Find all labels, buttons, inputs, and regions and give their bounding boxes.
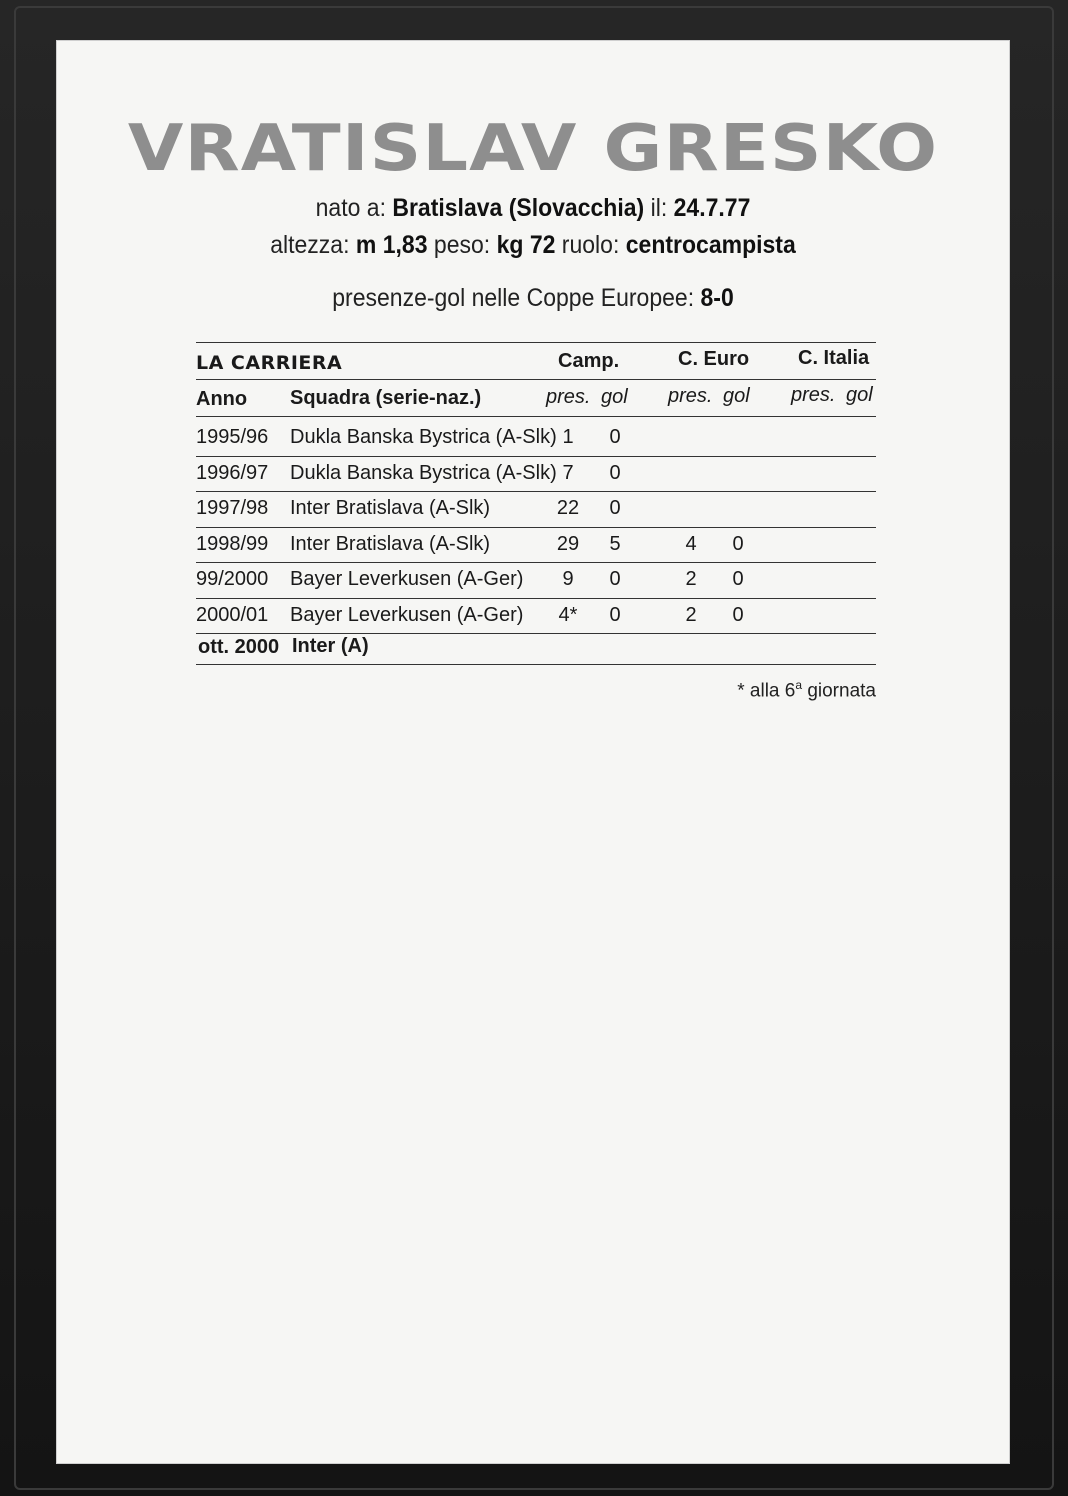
cell-euro-pres: 2 [685,603,697,626]
height-value: m 1,83 [355,231,428,259]
cell-camp-pres: 22 [556,497,580,519]
cell-anno: 1995/96 [196,426,269,448]
born-place: Bratislava (Slovacchia) [392,194,645,222]
cell-squadra: Inter Bratislava (A-Slk) [290,532,491,555]
row-divider [196,598,876,599]
group-camp: Camp. [558,350,620,372]
cell-anno: 1997/98 [196,497,269,519]
euro-cups-label: presenze-gol nelle Coppe Europee: [332,284,695,312]
footnote [737,678,876,702]
cell-camp-gol: 0 [609,461,621,484]
euro-cups-line [94,284,972,313]
col-euro-pres: pres. [668,385,713,407]
footnote-tail: giornata [802,680,876,702]
cell-camp-gol: 0 [609,603,621,626]
transfer-year: ott. 2000 [198,636,280,658]
player-name: VRATISLAV GRESKO [127,112,939,186]
weight-value: kg 72 [496,231,556,259]
col-camp-pres: pres. [546,386,591,408]
born-label: nato a: [315,194,386,222]
group-euro: C. Euro [678,348,750,370]
footnote-sup: a [795,678,803,692]
cell-camp-gol: 0 [609,497,621,519]
cell-euro-pres: 2 [685,568,697,590]
group-italia: C. Italia [798,347,870,369]
row-divider [196,491,876,492]
height-label: altezza: [270,231,350,259]
weight-label: peso: [433,231,491,259]
cell-anno: 99/2000 [196,568,269,590]
cell-camp-pres: 1 [562,426,574,448]
cell-euro-pres: 4 [685,532,697,555]
row-divider [196,456,876,457]
cell-squadra: Bayer Leverkusen (A-Ger) [290,568,524,590]
cell-camp-pres: 9 [562,568,574,590]
row-divider [196,633,876,634]
date-label: il: [650,194,668,222]
cell-anno: 1998/99 [196,532,269,555]
transfer-team: Inter (A) [292,635,369,657]
cell-camp-pres: 7 [562,461,574,484]
cell-camp-gol: 5 [609,532,621,555]
cell-squadra: Bayer Leverkusen (A-Ger) [290,603,524,626]
physical-line [94,231,972,260]
trading-card-back [56,40,1010,1464]
col-italia-pres: pres. [791,384,836,406]
cell-euro-gol: 0 [732,568,744,590]
cell-squadra: Dukla Banska Bystrica (A-Slk) [290,426,557,448]
cell-camp-gol: 0 [609,426,621,448]
row-divider [196,527,876,528]
cell-euro-gol: 0 [732,603,744,626]
row-divider [196,562,876,563]
col-camp-gol: gol [601,386,628,408]
cell-anno: 2000/01 [196,603,269,626]
born-date: 24.7.77 [673,194,751,222]
cell-squadra: Dukla Banska Bystrica (A-Slk) [290,461,557,484]
cell-squadra: Inter Bratislava (A-Slk) [290,497,491,519]
role-label: ruolo: [561,231,620,259]
euro-cups-value: 8-0 [700,284,734,312]
cell-camp-pres: 4* [558,603,578,626]
col-squadra: Squadra (serie-naz.) [290,387,482,409]
col-anno: Anno [196,388,248,410]
col-euro-gol: gol [723,385,750,407]
footnote-text: * alla 6 [737,680,796,702]
cell-anno: 1996/97 [196,461,269,484]
role-value: centrocampista [625,231,796,259]
birth-line [94,194,972,223]
col-italia-gol: gol [846,384,873,406]
career-title: LA CARRIERA [196,352,343,374]
cell-euro-gol: 0 [732,532,744,555]
cell-camp-pres: 29 [556,532,580,555]
cell-camp-gol: 0 [609,568,621,590]
